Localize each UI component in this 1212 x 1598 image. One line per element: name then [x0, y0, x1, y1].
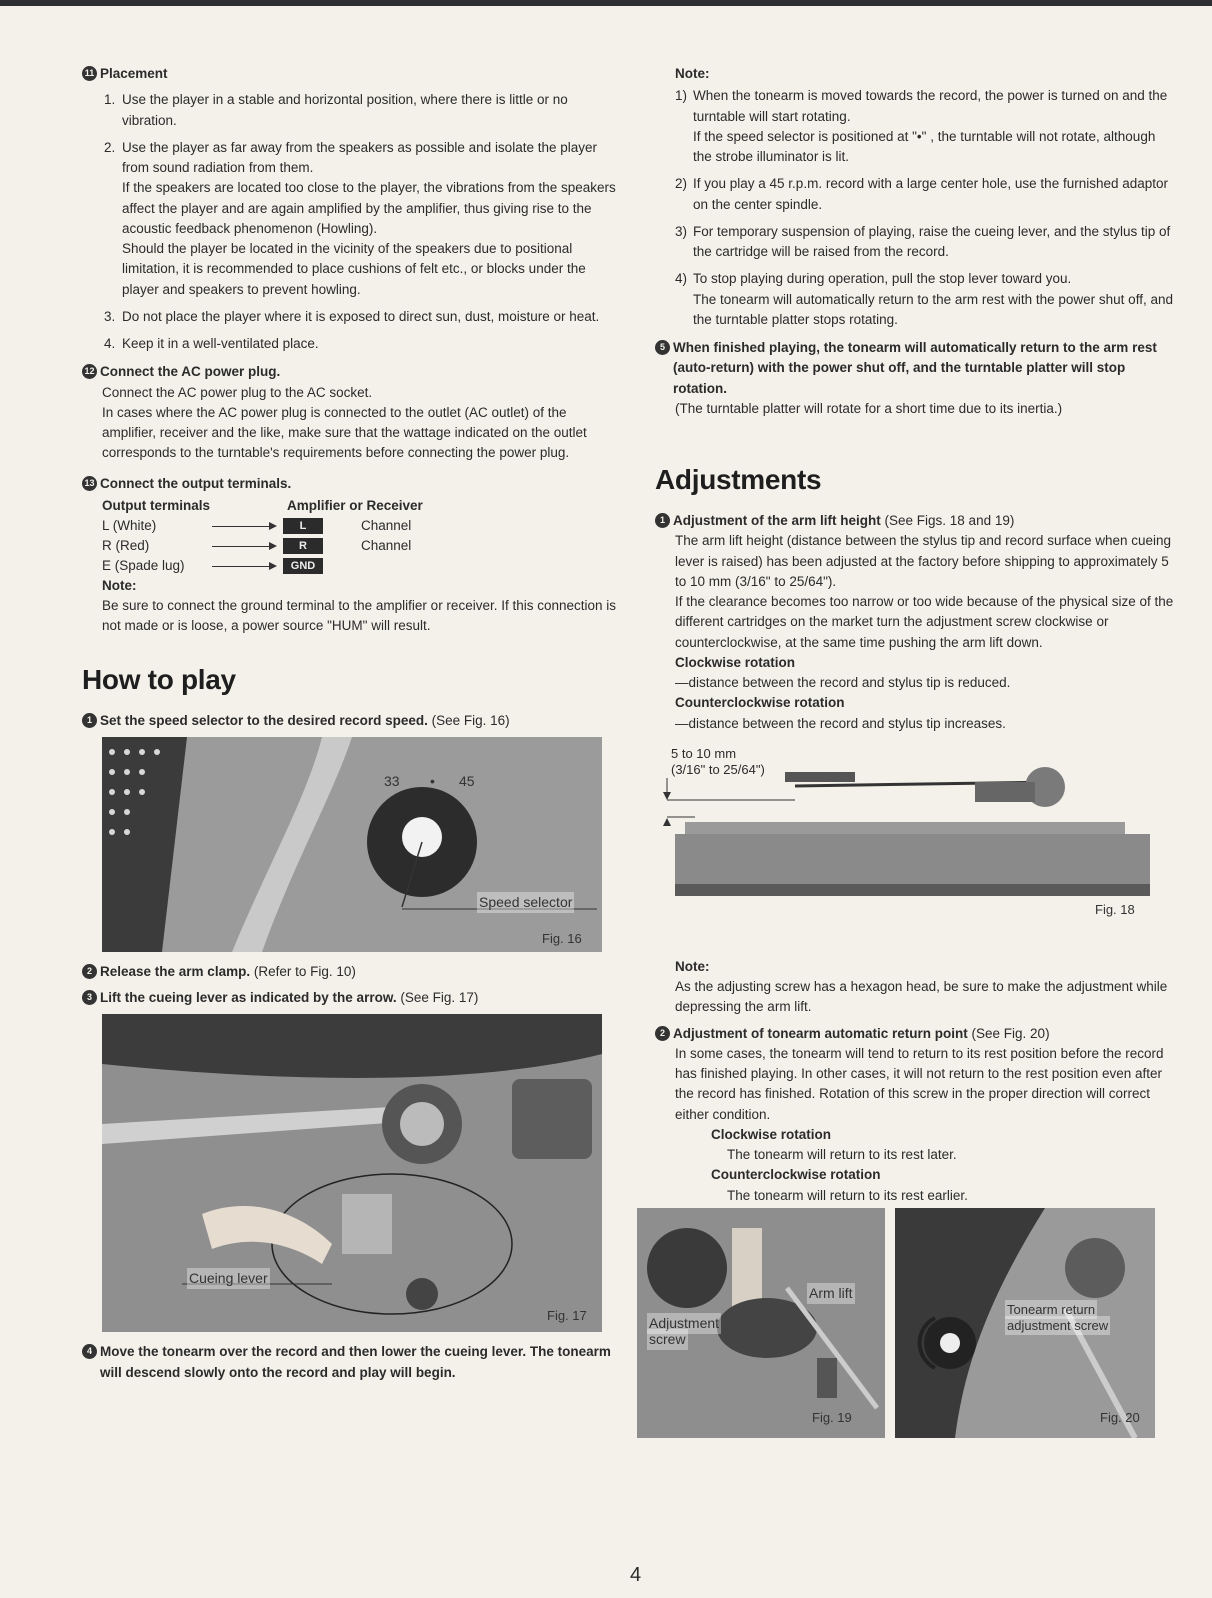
finished-text: (The turntable platter will rotate for a short time due to its inertia.)	[675, 400, 1063, 416]
arrow-icon	[212, 521, 277, 531]
arrow-icon	[212, 541, 277, 551]
output-note: Note: Be sure to connect the ground terminal to the amplifier or receiver. If this connection is not made or is loose, a power source "HUM" will result.	[102, 577, 617, 634]
play-step-1: 1 Set the speed selector to the desired record speed. (See Fig. 16)	[82, 711, 622, 731]
placement-heading: 11 Placement	[82, 64, 622, 84]
arrow-icon	[212, 561, 277, 571]
fig-18-diagram: 5 to 10 mm (3/16" to 25/64") Fig. 18	[655, 742, 1155, 957]
figure-label: Fig. 19	[812, 1409, 852, 1425]
fig-17-photo	[102, 1014, 602, 1332]
play-step-4: 4 Move the tonearm over the record and then lower the cueing lever. The tonearm will descend slowly onto the record and play will begin.	[82, 1342, 622, 1383]
list-item: 2. Use the player as far away from the speakers as possible and isolate the player from sound radiation from them. If the speakers are located too close to the player, the vibrations from the speakers affect the player and are again amplified by the amplifier, thus giving rise to the acoustic feedback phenomenon (Howling). Should the player be located in the vicinity of the speakers due to positional limitation, it is recommended to place cushions of felt etc., or blocks under the player and speakers to prevent howling.	[104, 139, 616, 297]
figure-label: Fig. 17	[547, 1308, 587, 1324]
play-step-3: 3 Lift the cueing lever as indicated by the arrow. (See Fig. 17)	[82, 988, 622, 1008]
step-number-badge: 3	[82, 990, 97, 1005]
figure-label: Fig. 16	[542, 930, 582, 946]
left-column	[82, 64, 622, 1383]
step-number-badge: 1	[82, 713, 97, 728]
note-label: Note:	[675, 66, 710, 81]
step-number-badge: 2	[82, 964, 97, 979]
step-number-badge: 5	[655, 340, 670, 355]
power-heading: 12 Connect the AC power plug.	[82, 362, 622, 382]
fig-16-photo: 33 • 45 Speed selector Fig. 16	[102, 737, 602, 952]
top-edge-bar	[0, 0, 1212, 6]
table-row: E (Spade lug) GND	[102, 556, 622, 576]
step-number-badge: 11	[82, 66, 97, 81]
cueing-lever-photo	[102, 1014, 602, 1332]
table-header: Output terminals	[102, 497, 211, 513]
how-to-play-heading: How to play	[82, 663, 236, 695]
step-number-badge: 1	[655, 513, 670, 528]
output-heading: 13 Connect the output terminals.	[82, 474, 622, 494]
right-column	[649, 64, 1175, 1438]
terminal-chip: R	[283, 538, 323, 554]
table-row: R (Red) R Channel	[102, 537, 412, 553]
turntable-side-view	[655, 742, 1155, 957]
finished-heading: 5 When finished playing, the tonearm will automatically return to the arm rest (auto-return) with the power shut off, and the turntable platter will stop rotation.	[655, 338, 1175, 399]
list-item: 2) If you play a 45 r.p.m. record with a large center hole, use the furnished adaptor on the center spindle.	[675, 176, 1169, 212]
step-number-badge: 4	[82, 1344, 97, 1359]
terminal-chip: GND	[283, 558, 323, 574]
play-step-2: 2 Release the arm clamp. (Refer to Fig. 10)	[82, 962, 622, 982]
adjust-1-heading: 1 Adjustment of the arm lift height (See Figs. 18 and 19)	[655, 511, 1175, 531]
list-item: 1) When the tonearm is moved towards the record, the power is turned on and the turntable will start rotating. If the speed selector is positioned at "•" , the turntable will not rotate, although the strobe illuminator is lit.	[675, 88, 1168, 164]
output-terminal-table	[82, 496, 622, 576]
adjust-2-text: In some cases, the tonearm will tend to return to its rest position before the record has finished playing. In other cases, it will not return to the rest position even after the record has finished. Rotation of this screw in the proper direction will correct either condition. Clockwise rotation The tonearm will return to its rest later. Counterclockwise rotation The tonearm will return to its rest earlier.	[675, 1045, 1164, 1203]
list-item: 4. Keep it in a well-ventilated place.	[104, 336, 319, 351]
adjustments-heading: Adjustments	[655, 464, 822, 495]
figure-label: Fig. 20	[1100, 1409, 1140, 1425]
step-number-badge: 12	[82, 364, 97, 379]
page-number: 4	[630, 1564, 642, 1586]
speed-selector-callout: Speed selector	[477, 892, 574, 913]
cueing-lever-callout: Cueing lever	[187, 1268, 270, 1289]
table-row: L (White) L Channel	[102, 517, 412, 533]
list-item: 1. Use the player in a stable and horizontal position, where there is little or no vibration.	[104, 92, 568, 128]
adjust-2-heading: 2 Adjustment of tonearm automatic return point (See Fig. 20)	[655, 1024, 1175, 1044]
list-item: 3) For temporary suspension of playing, raise the cueing lever, and the stylus tip of the cartridge will be raised from the record.	[675, 223, 1171, 259]
fig-20-photo: Tonearm return adjustment screw Fig. 20	[895, 1208, 1155, 1438]
terminal-chip: L	[283, 518, 323, 534]
fig-19-photo: Arm lift Adjustment screw Fig. 19	[637, 1208, 885, 1438]
notes-list	[655, 86, 1175, 330]
fig-19-20-row	[649, 1208, 1175, 1438]
figure-label: Fig. 18	[1095, 901, 1135, 917]
speed-selector-photo	[102, 737, 602, 952]
power-text: Connect the AC power plug to the AC socket. In cases where the AC power plug is connected to the outlet (AC outlet) of the amplifier, receiver and the like, make sure that the wattage indicated on the outlet corresponds to the turntable's requirements before connecting the power plug.	[102, 384, 587, 461]
step-number-badge: 13	[82, 476, 97, 491]
placement-list	[82, 90, 622, 354]
step-number-badge: 2	[655, 1026, 670, 1041]
adjust-1-text: The arm lift height (distance between the stylus tip and record surface when cueing lever is raised) has been adjusted at the factory before shipping to approximately 5 to 10 mm (3/16" to 25/64"). If the clearance becomes too narrow or too wide because of the physical size of the different cartridges on the market turn the adjustment screw clockwise or counterclockwise, at the same time pushing the arm lift down. Clockwise rotation —distance between the record and stylus tip is reduced. Counterclockwise rotation —distance between the record and stylus tip increases.	[675, 533, 1174, 731]
list-item: 4) To stop playing during operation, pull the stop lever toward you. The tonearm will automatically return to the arm rest with the power shut off, and the turntable platter stops rotating.	[675, 271, 1173, 327]
table-header: Amplifier or Receiver	[287, 497, 423, 513]
adjust-note: Note: As the adjusting screw has a hexagon head, be sure to make the adjustment while depressing the arm lift.	[675, 958, 1168, 1015]
list-item: 3. Do not place the player where it is exposed to direct sun, dust, moisture or heat.	[104, 308, 600, 324]
